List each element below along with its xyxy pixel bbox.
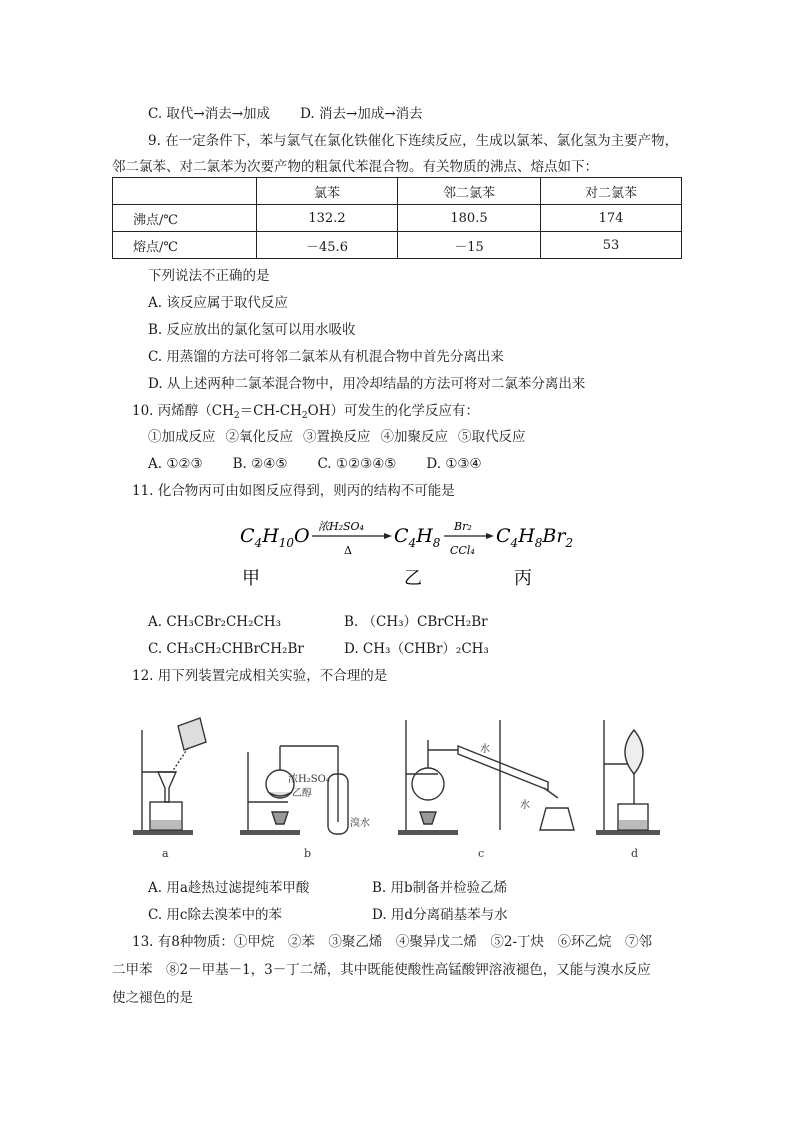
- q9-option-a: A. 该反应属于取代反应: [148, 295, 288, 311]
- q8-options: [148, 104, 423, 124]
- q11-option-d: D. CH₃（CHBr）₂CH₃: [344, 641, 489, 657]
- table-header-cell: 氯苯: [257, 178, 398, 205]
- apparatus-c: [398, 720, 574, 835]
- table-cell: －45.6: [257, 232, 398, 259]
- q10-option-a: A. ①②③: [148, 456, 203, 472]
- q12-option-b: B. 用b制备并检验乙烯: [372, 880, 508, 896]
- q9-data-table: [112, 177, 682, 259]
- q12-stem: 12. 用下列装置完成相关实验，不合理的是: [132, 668, 388, 684]
- q10-option-c: C. ①②③④⑤: [317, 456, 397, 472]
- q10-stem-pre: 10. 丙烯醇（CH: [132, 403, 234, 419]
- q11-arrow1-top: 浓H₂SO₄: [318, 520, 364, 533]
- q11-arrow1-head: [384, 533, 392, 539]
- apparatus-b-label1: 浓H₂SO₄: [288, 774, 330, 785]
- apparatus-c-water1: 水: [480, 744, 490, 755]
- q9-option-b: B. 反应放出的氯化氢可以用水吸收: [148, 322, 356, 338]
- q11-arrow1-bottom: Δ: [344, 544, 352, 557]
- apparatus-label-b: b: [304, 847, 312, 860]
- q10-reactions: [148, 427, 526, 447]
- q11-product-formula: $C_4H_8Br_2$: [496, 525, 574, 550]
- q9-stem-line2: 邻二氯苯、对二氯苯为次要产物的粗氯代苯混合物。有关物质的沸点、熔点如下：: [112, 159, 598, 175]
- table-cell: 53: [541, 232, 682, 259]
- q11-reactant-formula: $C_4H_{10}O$: [240, 525, 310, 550]
- q11-label-yi: 乙: [404, 568, 422, 589]
- q10-stem-post: ＝CH-CH: [239, 403, 302, 419]
- apparatus-c-water2: 水: [520, 800, 530, 811]
- q10-option-b: B. ②④⑤: [232, 456, 288, 472]
- q10-stem-end: OH）可发生的化学反应有：: [307, 403, 479, 419]
- apparatus-label-a: a: [162, 847, 169, 860]
- q8-option-d: D. 消去→加成→消去: [300, 106, 423, 122]
- q10-options: [148, 454, 482, 474]
- q9-option-d: D. 从上述两种二氯苯混合物中，用冷却结晶的方法可将对二氯苯分离出来: [148, 376, 586, 392]
- q10-reaction: ④加聚反应: [380, 429, 448, 445]
- apparatus-a: [133, 718, 206, 835]
- q11-intermediate-formula: $C_4H_8$: [394, 525, 441, 550]
- q9-stem-line1: 9. 在一定条件下，苯与氯气在氯化铁催化下连续反应，生成以氯苯、氯化氢为主要产物，: [148, 133, 679, 149]
- q10-reaction: ①加成反应: [148, 429, 216, 445]
- table-cell: 132.2: [257, 205, 398, 232]
- q11-arrow2-top: Br₂: [454, 520, 472, 533]
- table-header-cell: 对二氯苯: [541, 178, 682, 205]
- table-row-label: 熔点/℃: [113, 232, 257, 259]
- q10-option-d: D. ①③④: [426, 456, 482, 472]
- q12-option-a: A. 用a趁热过滤提纯苯甲酸: [148, 880, 310, 896]
- q9-option-c: C. 用蒸馏的方法可将邻二氯苯从有机混合物中首先分离出来: [148, 349, 504, 365]
- apparatus-label-c: c: [478, 847, 485, 860]
- apparatus-b-label3: 溴水: [350, 818, 370, 829]
- q11-reaction-scheme: [238, 510, 578, 600]
- table-header-cell: [113, 178, 257, 205]
- table-row: [113, 205, 682, 232]
- q11-arrow2-bottom: CCl₄: [450, 544, 475, 557]
- q10-reaction: ③置换反应: [303, 429, 371, 445]
- q11-label-bing: 丙: [514, 568, 532, 589]
- q11-stem: 11. 化合物丙可由如图反应得到，则丙的结构不可能是: [132, 483, 455, 499]
- q11-option-a: A. CH₃CBr₂CH₂CH₃: [148, 614, 281, 630]
- q12-apparatus-figure: [128, 712, 668, 862]
- q10-reaction: ②氧化反应: [225, 429, 293, 445]
- q12-option-d: D. 用d分离硝基苯与水: [372, 907, 508, 923]
- table-cell: －15: [398, 232, 541, 259]
- q11-label-jia: 甲: [242, 568, 260, 589]
- q13-line3: 使之褪色的是: [112, 990, 193, 1006]
- apparatus-label-d: d: [631, 847, 639, 860]
- apparatus-d: [596, 720, 660, 835]
- table-header-row: [113, 178, 682, 205]
- q10-stem-sub: 2: [233, 411, 240, 421]
- q10-reaction: ⑤取代反应: [458, 429, 526, 445]
- q13-line2: 二甲苯 ⑧2－甲基－1，3－丁二烯，其中既能使酸性高锰酸钾溶液褪色，又能与溴水反应: [112, 962, 651, 978]
- table-header-cell: 邻二氯苯: [398, 178, 541, 205]
- q9-prompt: 下列说法不正确的是: [148, 268, 270, 284]
- q11-option-c: C. CH₃CH₂CHBrCH₂Br: [148, 641, 304, 657]
- apparatus-b-label2: 乙醇: [292, 788, 312, 799]
- table-cell: 180.5: [398, 205, 541, 232]
- table-cell: 174: [541, 205, 682, 232]
- table-row: [113, 232, 682, 259]
- q8-option-c: C. 取代→消去→加成: [148, 106, 271, 122]
- q13-line1: 13. 有8种物质：①甲烷 ②苯 ③聚乙烯 ④聚异戊二烯 ⑤2-丁炔 ⑥环乙烷 ⑦邻: [132, 934, 652, 950]
- q12-option-c: C. 用c除去溴苯中的苯: [148, 907, 282, 923]
- q10-stem: [132, 401, 479, 421]
- table-row-label: 沸点/℃: [113, 205, 257, 232]
- q11-arrow2-head: [486, 533, 494, 539]
- q10-stem-sub2: 2: [301, 411, 308, 421]
- q11-option-b: B. （CH₃）CBrCH₂Br: [344, 614, 488, 630]
